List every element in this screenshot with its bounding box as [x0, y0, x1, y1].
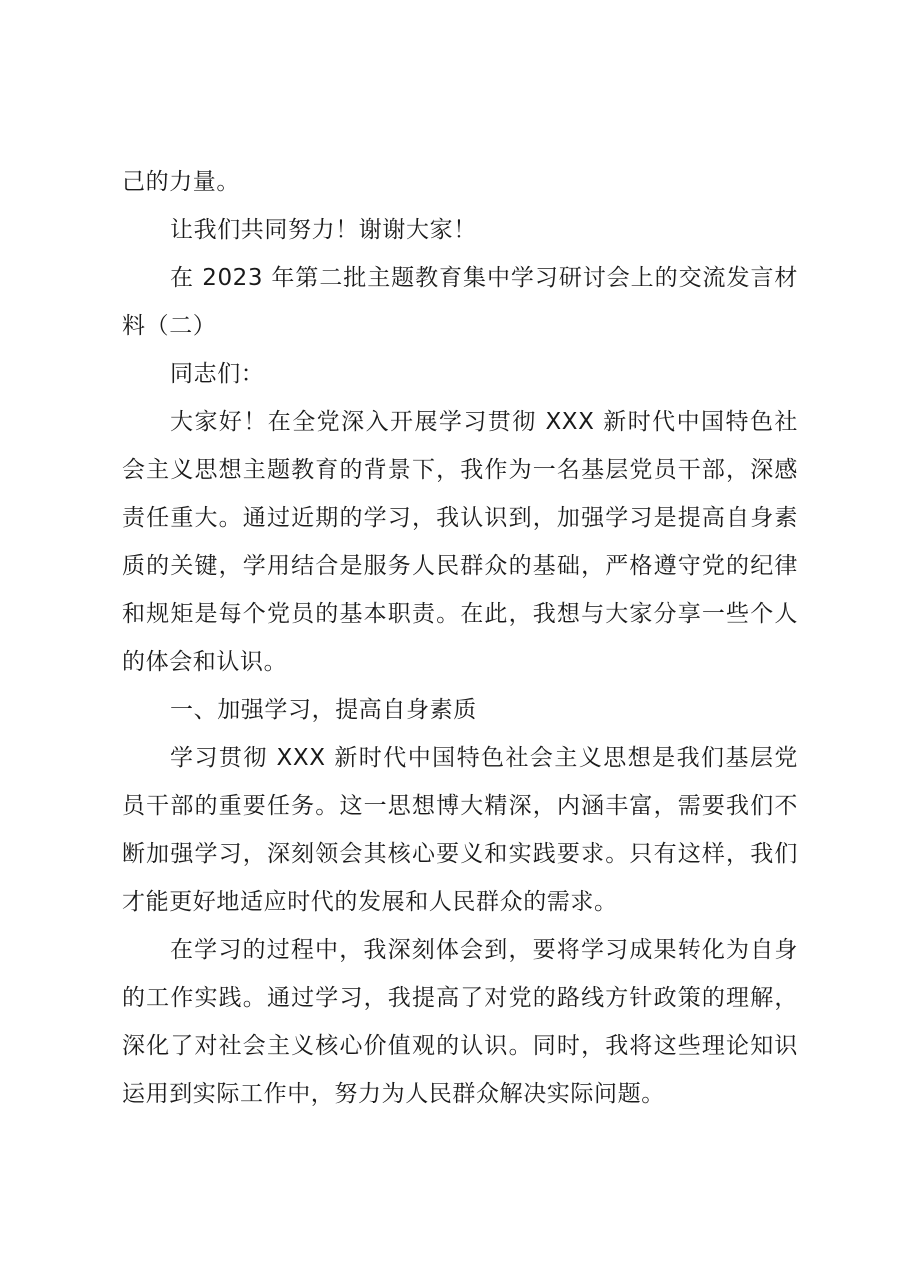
document-body	[122, 158, 798, 1118]
paragraph-thanks: 让我们共同努力！谢谢大家！	[170, 217, 477, 243]
paragraph-body-1: 学习贯彻 XXX 新时代中国特色社会主义思想是我们基层党员干部的重要任务。这一思想博大精深，内涵丰富，需要我们不断加强学习，深刻领会其核心要义和实践要求。只有这样，我们才能更好地适应时代的发展和人民群众的需求。	[122, 745, 798, 915]
paragraph-closing-fragment: 己的力量。	[122, 169, 240, 195]
paragraph-body-2: 在学习的过程中，我深刻体会到，要将学习成果转化为自身的工作实践。通过学习，我提高了对党的路线方针政策的理解，深化了对社会主义核心价值观的认识。同时，我将这些理论知识运用到实际工作中，努力为人民群众解决实际问题。	[122, 937, 798, 1107]
paragraph-salutation: 同志们：	[170, 361, 265, 387]
section-title: 在 2023 年第二批主题教育集中学习研讨会上的交流发言材料（二）	[122, 265, 798, 339]
paragraph-intro: 大家好！在全党深入开展学习贯彻 XXX 新时代中国特色社会主义思想主题教育的背景下，我作为一名基层党员干部，深感责任重大。通过近期的学习，我认识到，加强学习是提高自身素质的关键，学用结合是服务人民群众的基础，严格遵守党的纪律和规矩是每个党员的基本职责。在此，我想与大家分享一些个人的体会和认识。	[122, 409, 798, 675]
heading-part-one: 一、加强学习，提高自身素质	[170, 697, 477, 723]
